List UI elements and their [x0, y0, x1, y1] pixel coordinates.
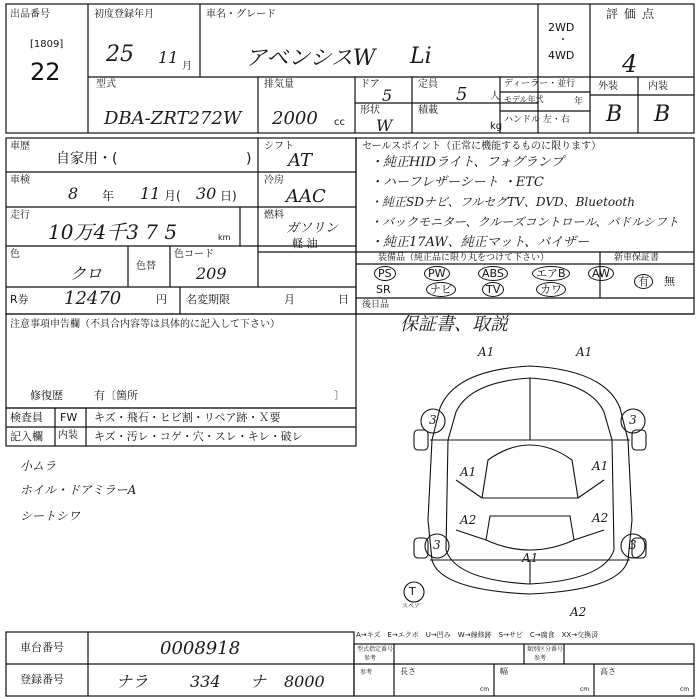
reference-label: 参考: [364, 655, 377, 662]
equipment-sr: SR: [376, 283, 391, 296]
mileage-value: 10万4千3 7 5: [48, 220, 178, 244]
recycle-unit: 円: [156, 293, 167, 306]
drive-dot: ・: [558, 35, 568, 46]
damage-mark: A1: [522, 551, 539, 565]
selling-point-item: ・バックモニター、クルーズコントロール、パドルシフト: [370, 215, 679, 229]
documents-label: 後日品: [362, 300, 390, 310]
equipment-leather: カワ: [536, 284, 566, 295]
history-close: ): [246, 151, 252, 167]
model-year-label: モデル年式: [504, 95, 544, 104]
repair-value: 有〔箇所: [94, 389, 138, 402]
plate-kana: ナ: [250, 672, 267, 691]
capacity-unit: 人: [490, 91, 500, 102]
damage-mark: 3: [433, 538, 441, 552]
model-grade-label: 車名・グレード: [206, 9, 276, 20]
damage-mark: A1: [460, 465, 477, 479]
fw-items: キズ・飛石・ヒビ割・リペア跡・Ｘ要: [94, 411, 281, 424]
equipment-airbag: エアB: [532, 268, 570, 279]
car-diagram: [404, 366, 646, 602]
selling-point-item: ・純正17AW、純正マット、バイザー: [370, 235, 590, 250]
first-reg-year: 25: [106, 42, 134, 67]
cm-unit: cm: [480, 686, 490, 693]
spare-tire-mark: T: [409, 585, 416, 598]
door-label: ドア: [360, 79, 380, 90]
mileage-unit: km: [218, 233, 231, 242]
color-code-value: 209: [196, 264, 227, 283]
damage-mark: A2: [592, 511, 609, 525]
inspection-day-unit: 日): [220, 189, 237, 203]
selling-point-item: ・純正SDナビ、フルセグTV、DVD、Bluetooth: [370, 195, 635, 209]
damage-mark: A1: [592, 459, 609, 473]
inspection-month-unit: 月(: [164, 189, 181, 203]
rating-label: 評価点: [606, 7, 661, 21]
interior-items: キズ・汚レ・コゲ・穴・スレ・キレ・破レ: [94, 430, 303, 443]
drive-4wd: 4WD: [548, 49, 575, 62]
reference-label: 参考: [534, 655, 547, 662]
inspection-day: 30: [196, 184, 217, 203]
damage-mark: A2: [570, 605, 587, 619]
shift-value: AT: [288, 150, 313, 171]
handwritten-note: シートシワ: [20, 509, 81, 523]
name-change-label: 名変期限: [186, 293, 230, 306]
drive-2wd: 2WD: [548, 21, 575, 34]
plate-number: 8000: [284, 672, 325, 691]
month-unit: 月: [182, 61, 192, 72]
equipment-label: 装備品（純正品に限り丸をつけて下さい）: [378, 253, 550, 263]
repair-label: 修復歴: [30, 389, 63, 402]
damage-mark: 3: [429, 413, 437, 427]
name-change-day: 日: [338, 293, 349, 306]
displacement-unit: cc: [334, 117, 345, 128]
shift-label: シフト: [264, 141, 294, 152]
loading-label: 積載: [418, 105, 438, 116]
equipment-pw: PW: [424, 268, 450, 279]
warranty-none: 無: [664, 275, 675, 288]
fuel-light-oil: 軽 油: [292, 237, 318, 250]
displacement-value: 2000: [272, 108, 318, 129]
cm-unit: cm: [680, 686, 690, 693]
plate-area: ナラ: [116, 672, 149, 691]
shape-label: 形状: [360, 105, 380, 116]
documents-value: 保証書、取説: [400, 314, 508, 335]
lot-code: [1809]: [30, 39, 64, 50]
equipment-tv: TV: [482, 284, 504, 295]
color-change-label: 色替: [136, 261, 156, 272]
damage-mark: A1: [576, 345, 593, 359]
color-label: 色: [10, 249, 20, 260]
damage-mark: 3: [629, 538, 637, 552]
interior-grade: B: [654, 102, 671, 127]
color-value: クロ: [70, 264, 103, 283]
new-warranty-label: 新車保証書: [614, 253, 660, 263]
type-cert-label: 型式指定番号: [357, 646, 394, 653]
handwritten-note: 小ムラ: [20, 459, 57, 473]
handle-label: ハンドル 左・右: [504, 115, 570, 125]
spare-label: スペア: [402, 603, 421, 610]
fuel-gasoline: ガソリン: [286, 221, 339, 236]
damage-legend: A→キズ E→エクボ U→凹み W→線修跡 S→サビ C→腐食 XX→交換済: [356, 631, 599, 639]
name-change-month: 月: [284, 293, 295, 306]
interior-label: 内装: [648, 81, 668, 92]
first-reg-month: 11: [158, 48, 179, 67]
selling-point-item: ・ハーフレザーシート ・ETC: [370, 175, 544, 190]
fuel-label: 燃料: [264, 210, 284, 221]
plate-label: 登録番号: [20, 673, 64, 686]
equipment-abs: ABS: [478, 268, 508, 279]
history-value: 自家用・(: [56, 151, 118, 167]
damage-mark: 3: [629, 413, 637, 427]
inspection-label: 車検: [10, 175, 30, 186]
color-code-label: 色コード: [174, 249, 214, 260]
recycle-label: R券: [10, 293, 29, 306]
cm-unit: cm: [580, 686, 590, 693]
type-label: 型式: [96, 79, 116, 90]
capacity-value: 5: [456, 84, 468, 105]
history-label: 車歴: [10, 141, 30, 152]
plate-class: 334: [190, 672, 221, 691]
reference-label: 参考: [360, 669, 373, 676]
chassis-label: 車台番号: [20, 641, 64, 654]
handwritten-note: ホイル・ドアミラーA: [20, 483, 137, 497]
ac-label: 冷房: [264, 175, 284, 186]
loading-unit: kg: [490, 121, 503, 132]
first-reg-label: 初度登録年月: [94, 9, 154, 20]
selling-point-item: ・純正HIDライト、フォグランプ: [370, 155, 564, 170]
year-unit: 年: [574, 97, 584, 107]
entry-label: 記入欄: [10, 430, 43, 443]
interior-note-label: 内装: [58, 430, 78, 441]
type-value: DBA-ZRT272W: [104, 108, 242, 129]
exterior-grade: B: [606, 102, 623, 127]
exterior-label: 外装: [598, 81, 618, 92]
model-name: アベンシスW: [245, 46, 376, 71]
grade: Li: [410, 44, 432, 69]
width-label: 幅: [500, 667, 508, 676]
chassis-value: 0008918: [160, 638, 241, 659]
height-label: 高さ: [600, 667, 616, 676]
inspection-month: 11: [140, 184, 161, 203]
repair-close: 〕: [334, 389, 345, 402]
ac-value: AAC: [286, 186, 326, 207]
door-value: 5: [382, 86, 393, 105]
caution-label: 注意事項申告欄（不具合内容等は具体的に記入して下さい）: [10, 319, 280, 330]
shape-value: W: [376, 116, 393, 135]
damage-mark: A2: [460, 513, 477, 527]
inspection-year-unit: 年: [102, 189, 115, 203]
fw-label: FW: [60, 411, 78, 424]
rating-value: 4: [622, 50, 638, 78]
recycle-value: 12470: [64, 288, 122, 309]
selling-points-label: セールスポイント（正常に機能するものに限ります）: [362, 141, 602, 152]
lot-label: 出品番号: [10, 9, 50, 20]
dealer-label: ディーラー・並行: [504, 79, 576, 89]
mileage-label: 走行: [10, 210, 30, 221]
equipment-aw: AW: [588, 268, 614, 279]
displacement-label: 排気量: [264, 79, 294, 90]
capacity-label: 定員: [418, 79, 438, 90]
length-label: 長さ: [400, 667, 416, 676]
class-label: 類別区分番号: [527, 646, 564, 653]
equipment-navi: ナビ: [426, 284, 456, 295]
damage-mark: A1: [478, 345, 495, 359]
warranty-has: 有: [634, 276, 653, 287]
lot-number: 22: [30, 58, 61, 86]
inspection-year: 8: [68, 184, 79, 203]
inspector-label: 検査員: [10, 411, 43, 424]
equipment-ps: PS: [374, 268, 396, 279]
